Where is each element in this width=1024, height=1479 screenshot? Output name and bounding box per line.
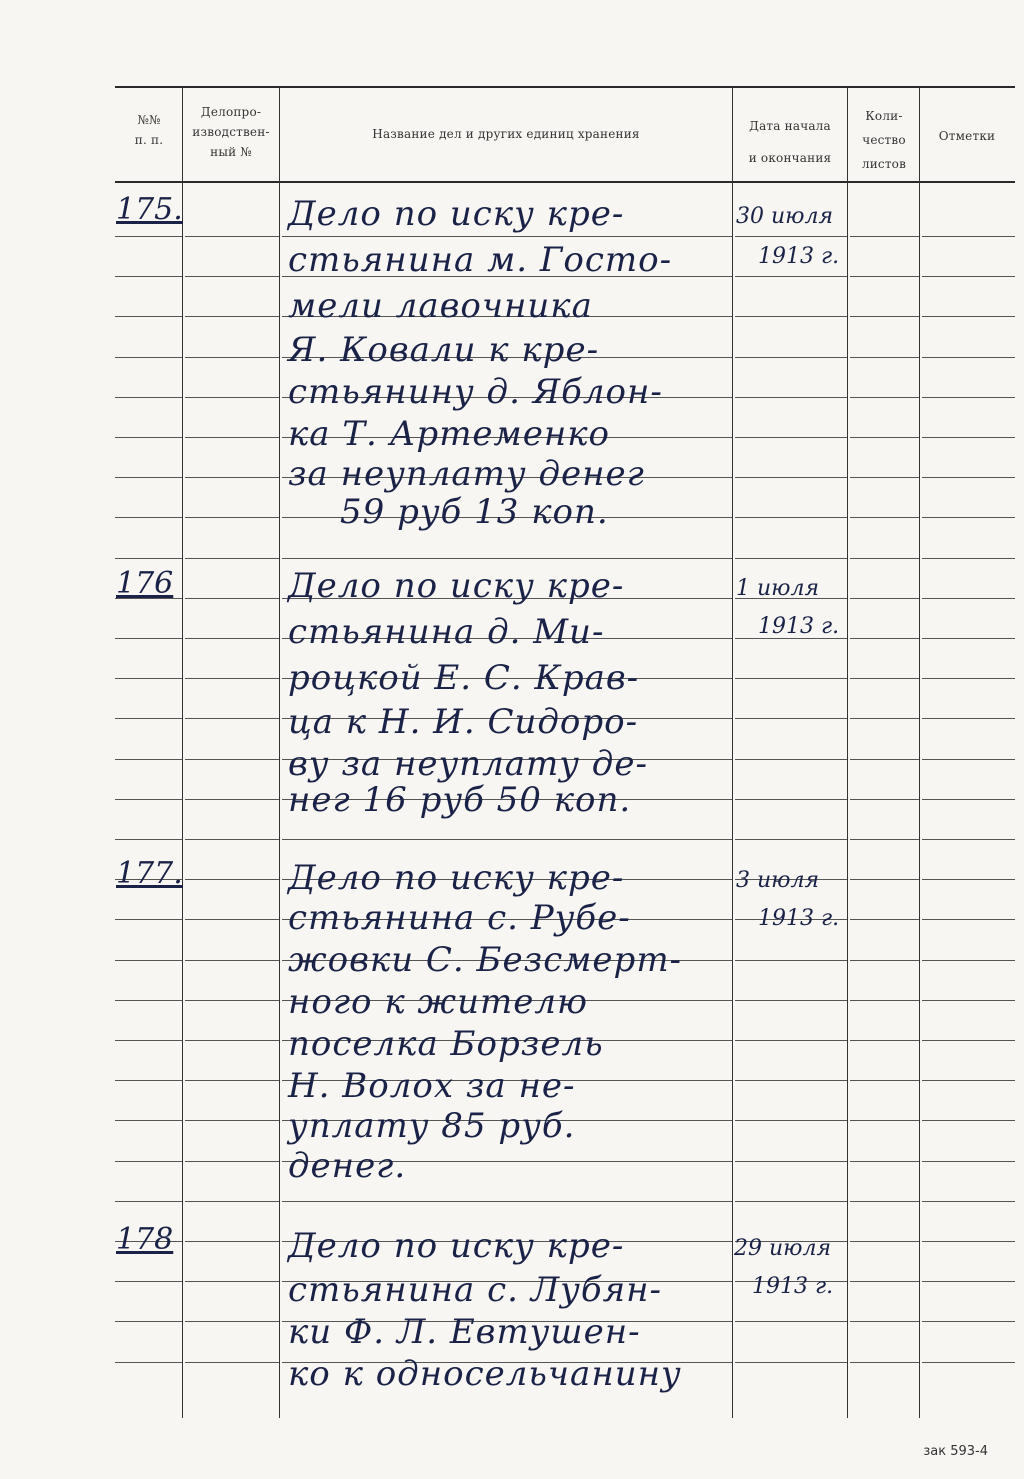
ruled-line	[185, 799, 279, 800]
ruled-line	[850, 678, 919, 679]
ruled-line	[850, 437, 919, 438]
ruled-line	[185, 1120, 279, 1121]
ruled-line	[850, 1000, 919, 1001]
ruled-line	[185, 1321, 279, 1322]
ruled-line	[850, 638, 919, 639]
ruled-line	[850, 1362, 919, 1363]
ruled-line	[922, 397, 1015, 398]
ruled-line	[185, 1000, 279, 1001]
entry-line: 59 руб 13 коп.	[340, 492, 609, 532]
ruled-line	[850, 1201, 919, 1202]
ruled-line	[922, 638, 1015, 639]
ruled-line	[735, 558, 847, 559]
ruled-line	[922, 357, 1015, 358]
entry-line: роцкой Е. С. Крав-	[288, 658, 640, 698]
ruled-line	[922, 799, 1015, 800]
ruled-line	[735, 477, 847, 478]
ruled-line	[922, 759, 1015, 760]
entry-line: стьянина м. Госто-	[288, 240, 673, 280]
ruled-line	[115, 718, 182, 719]
ruled-line	[922, 437, 1015, 438]
ruled-line	[922, 919, 1015, 920]
entry-line: Дело по иску кре-	[288, 1226, 625, 1266]
ruled-line	[115, 678, 182, 679]
ruled-line	[185, 1040, 279, 1041]
ruled-line	[850, 276, 919, 277]
entry-date-day: 3 июля	[736, 868, 820, 893]
ruled-line	[922, 718, 1015, 719]
ruled-line	[115, 357, 182, 358]
ruled-line	[185, 437, 279, 438]
entry-line: ки Ф. Л. Евтушен-	[288, 1312, 641, 1352]
entry-date-year: 1913 г.	[758, 244, 840, 269]
ruled-line	[850, 598, 919, 599]
ruled-line	[115, 1000, 182, 1001]
ruled-line	[922, 839, 1015, 840]
ruled-line	[922, 879, 1015, 880]
ruled-line	[185, 477, 279, 478]
ruled-line	[115, 759, 182, 760]
ruled-line	[735, 316, 847, 317]
ruled-line	[185, 1241, 279, 1242]
ruled-line	[185, 1362, 279, 1363]
ruled-line	[115, 1161, 182, 1162]
column-divider	[182, 88, 183, 1418]
ruled-line	[850, 879, 919, 880]
ruled-line	[850, 397, 919, 398]
ruled-line	[922, 678, 1015, 679]
ruled-line	[735, 1040, 847, 1041]
ruled-line	[922, 598, 1015, 599]
ruled-line	[185, 638, 279, 639]
ruled-line	[850, 316, 919, 317]
header-col-number	[118, 110, 180, 150]
ruled-line	[735, 1000, 847, 1001]
ruled-line	[922, 1120, 1015, 1121]
ruled-line	[922, 1241, 1015, 1242]
ruled-line	[735, 236, 847, 237]
ruled-line	[922, 1201, 1015, 1202]
entry-line: ного к жителю	[288, 982, 588, 1022]
column-divider	[732, 88, 733, 1418]
header-col-number-line2: п. п.	[134, 133, 164, 147]
ruled-line	[735, 517, 847, 518]
ruled-line	[115, 919, 182, 920]
header-col-dates	[735, 110, 845, 174]
ruled-line	[922, 558, 1015, 559]
entry-line: стьянина с. Рубе-	[288, 898, 631, 938]
ruled-line	[115, 437, 182, 438]
ruled-line	[850, 1161, 919, 1162]
entry-number: 176	[116, 566, 174, 601]
ruled-line	[115, 839, 182, 840]
entry-line: стьянину д. Яблон-	[288, 372, 663, 412]
ruled-line	[115, 1362, 182, 1363]
header-col-sheets-line1: Коли-	[865, 109, 903, 123]
ruled-line	[185, 1080, 279, 1081]
ruled-line	[735, 1201, 847, 1202]
ruled-line	[922, 517, 1015, 518]
ruled-line	[282, 236, 732, 237]
ruled-line	[922, 1080, 1015, 1081]
header-top-rule	[115, 86, 1015, 88]
ruled-line	[115, 1201, 182, 1202]
ruled-line	[850, 960, 919, 961]
ruled-line	[185, 919, 279, 920]
ruled-line	[115, 638, 182, 639]
header-col-title: Название дел и других единиц хранения	[372, 127, 640, 141]
header-col-sheets-line2: чество	[862, 133, 906, 147]
ruled-line	[735, 276, 847, 277]
ruled-line	[922, 236, 1015, 237]
ruled-line	[115, 397, 182, 398]
entry-line: Дело по иску кре-	[288, 566, 625, 606]
ruled-line	[735, 839, 847, 840]
ruled-line	[185, 357, 279, 358]
entry-line: стьянина с. Лубян-	[288, 1270, 662, 1310]
entry-line: Дело по иску кре-	[288, 858, 625, 898]
ruled-line	[735, 1120, 847, 1121]
entry-line: мели лавочника	[288, 286, 593, 326]
ruled-line	[735, 759, 847, 760]
ruled-line	[735, 357, 847, 358]
header-col-notes: Отметки	[938, 129, 996, 143]
ruled-line	[115, 517, 182, 518]
ruled-line	[185, 397, 279, 398]
ruled-line	[735, 1362, 847, 1363]
ruled-line	[922, 276, 1015, 277]
ruled-line	[185, 598, 279, 599]
header-bottom-rule	[115, 181, 1015, 183]
ruled-line	[850, 1040, 919, 1041]
entry-date-day: 30 июля	[736, 204, 834, 229]
ruled-line	[185, 678, 279, 679]
entry-date-year: 1913 г.	[758, 906, 840, 931]
ruled-line	[850, 718, 919, 719]
ruled-line	[735, 1080, 847, 1081]
ruled-line	[185, 276, 279, 277]
ruled-line	[115, 477, 182, 478]
ruled-line	[185, 960, 279, 961]
ruled-line	[850, 1321, 919, 1322]
ruled-line	[922, 1161, 1015, 1162]
ruled-line	[850, 477, 919, 478]
ruled-line	[115, 316, 182, 317]
ruled-line	[185, 316, 279, 317]
ruled-line	[850, 1080, 919, 1081]
entry-line: Дело по иску кре-	[288, 194, 625, 234]
ruled-line	[735, 1321, 847, 1322]
entry-line: за неуплату денег	[288, 454, 645, 494]
entry-date-year: 1913 г.	[752, 1274, 834, 1299]
ruled-line	[735, 1161, 847, 1162]
ruled-line	[115, 1040, 182, 1041]
ruled-line	[735, 397, 847, 398]
entry-line: стьянина д. Ми-	[288, 612, 605, 652]
header-col-number-line1: №№	[137, 113, 161, 127]
ruled-line	[922, 1040, 1015, 1041]
ruled-line	[115, 1120, 182, 1121]
ruled-line	[850, 839, 919, 840]
ruled-line	[922, 1281, 1015, 1282]
entry-line: Я. Ковали к кре-	[288, 330, 600, 370]
ruled-line	[185, 236, 279, 237]
ruled-line	[282, 839, 732, 840]
column-divider	[847, 88, 848, 1418]
entry-line: поселка Борзель	[288, 1024, 604, 1064]
entry-number: 178	[116, 1222, 174, 1257]
ruled-line	[735, 960, 847, 961]
ruled-line	[922, 477, 1015, 478]
entry-line: ко к односельчанину	[288, 1354, 682, 1394]
ruled-line	[115, 799, 182, 800]
header-col-dates-line1: Дата начала	[749, 119, 831, 133]
ruled-line	[185, 517, 279, 518]
ruled-line	[922, 1000, 1015, 1001]
ruled-line	[850, 1241, 919, 1242]
ruled-line	[850, 1281, 919, 1282]
ruled-line	[922, 960, 1015, 961]
ruled-line	[185, 1201, 279, 1202]
entry-number: 175.	[116, 192, 183, 227]
entry-line: нег 16 руб 50 коп.	[288, 780, 632, 820]
ruled-line	[850, 759, 919, 760]
header-col-office-line1: Делопро-	[200, 105, 262, 119]
entry-line: ца к Н. И. Сидоро-	[288, 702, 639, 742]
ruled-line	[185, 879, 279, 880]
entry-date-day: 29 июля	[734, 1236, 832, 1261]
ruled-line	[850, 236, 919, 237]
ruled-line	[735, 799, 847, 800]
ruled-line	[115, 1321, 182, 1322]
ruled-line	[185, 718, 279, 719]
ruled-line	[185, 1281, 279, 1282]
ruled-line	[115, 558, 182, 559]
ruled-line	[922, 1362, 1015, 1363]
header-col-office-line3: ный №	[210, 145, 252, 159]
ruled-line	[115, 236, 182, 237]
ruled-line	[115, 1281, 182, 1282]
entry-line: ка Т. Артеменко	[288, 414, 611, 454]
print-order-number: зак 593-4	[923, 1444, 988, 1459]
ruled-line	[850, 517, 919, 518]
column-divider	[279, 88, 280, 1418]
ruled-line	[185, 759, 279, 760]
ruled-line	[282, 558, 732, 559]
ruled-line	[282, 1201, 732, 1202]
ruled-line	[850, 558, 919, 559]
ruled-line	[185, 1161, 279, 1162]
ruled-line	[115, 276, 182, 277]
ruled-line	[850, 1120, 919, 1121]
ruled-line	[850, 357, 919, 358]
entry-line: ву за неуплату де-	[288, 744, 648, 784]
ruled-line	[185, 558, 279, 559]
header-col-office-number	[185, 102, 277, 162]
ruled-line	[922, 1321, 1015, 1322]
header-col-sheets	[850, 104, 918, 176]
ruled-line	[735, 437, 847, 438]
ruled-line	[850, 919, 919, 920]
header-col-office-line2: изводствен-	[192, 125, 270, 139]
ruled-line	[185, 839, 279, 840]
entry-number: 177.	[116, 856, 183, 891]
column-divider	[919, 88, 920, 1418]
entry-date-day: 1 июля	[736, 576, 820, 601]
entry-line: жовки С. Безсмерт-	[288, 940, 683, 980]
entry-line: уплату 85 руб.	[288, 1106, 576, 1146]
ruled-line	[115, 960, 182, 961]
entry-line: денег.	[288, 1146, 407, 1186]
ruled-line	[735, 718, 847, 719]
ruled-line	[922, 316, 1015, 317]
entry-line: Н. Волох за не-	[288, 1066, 576, 1106]
header-col-sheets-line3: листов	[861, 157, 907, 171]
ruled-line	[735, 678, 847, 679]
header-col-dates-line2: и окончания	[748, 151, 832, 165]
ruled-line	[115, 1080, 182, 1081]
ruled-line	[850, 799, 919, 800]
entry-date-year: 1913 г.	[758, 614, 840, 639]
